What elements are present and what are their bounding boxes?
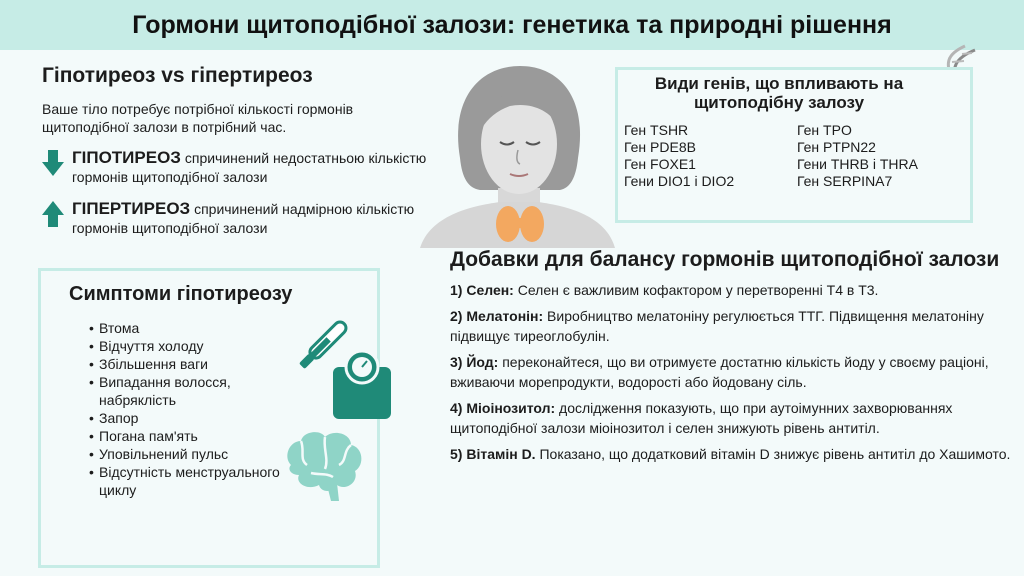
hyperthyroidism-term: ГІПЕРТИРЕОЗ [72,199,191,218]
gene-item: Ген FOXE1 [624,156,696,172]
page-title: Гормони щитоподібної залози: генетика та природні рішення [132,10,892,39]
hypo-hyper-heading: Гіпотиреоз vs гіпертиреоз [42,64,313,87]
supplement-name: 1) Селен: [450,282,514,298]
gene-item: Ген PDE8B [624,139,696,155]
supplement-text: переконайтеся, що ви отримуєте достатню кількість йоду у своєму раціоні, вживаючи морепродукти, водорості або йодовану сіль. [450,354,989,390]
supplement-item [450,444,1020,464]
hyperthyroidism-row [42,199,442,238]
hypo-hyper-section [42,64,442,250]
gene-item: Гени DIO1 і DIO2 [624,173,735,189]
supplement-text: Показано, що додатковий вітамін D знижує рівень антитіл до Хашимото. [535,446,1011,462]
gene-item: Ген TSHR [624,122,689,138]
genes-col-right [797,122,970,190]
woman-thyroid-illustration [420,58,615,248]
symptoms-list [89,319,299,499]
gene-item: Ген TPO [797,122,852,138]
gene-item: Ген PTPN22 [797,139,876,155]
supplement-text: дослідження показують, що при аутоімунних захворюваннях щитоподібної залози міоінозитол і селен знижують рівень антитіл. [450,400,953,436]
supplements-heading: Добавки для балансу гормонів щитоподібної залози [450,248,1000,271]
supplements-section [450,248,1020,470]
genes-col-left [624,122,797,190]
supplement-item [450,352,1020,392]
supplement-text: Виробництво мелатоніну регулюється ТТГ. Підвищення мелатоніну підвищує тиреоглобулін. [450,308,984,344]
arrow-down-icon [42,150,64,176]
symptom-item: • Відсутність менструального циклу [89,463,299,499]
supplement-item [450,280,1020,300]
symptoms-heading: Симптоми гіпотиреозу [69,283,293,305]
hypo-hyper-intro: Ваше тіло потребує потрібної кількості гормонів щитоподібної залози в потрібний час. [42,101,354,135]
supplement-name: 4) Міоінозитол: [450,400,556,416]
symptom-item: • Запор [89,409,299,427]
hypothyroidism-term: ГІПОТИРЕОЗ [72,148,181,167]
title-banner [0,0,1024,50]
symptom-item: • Уповільнений пульс [89,445,299,463]
gene-item: Ген SERPINA7 [797,173,893,189]
symptom-item: • Збільшення ваги [89,355,299,373]
genes-heading: Види генів, що впливають на щитоподібну залозу [654,74,904,112]
supplement-name: 2) Мелатонін: [450,308,544,324]
scale-icon [331,349,393,421]
symptom-item: • Відчуття холоду [89,337,299,355]
supplement-item [450,398,1020,438]
brain-icon [281,429,365,503]
supplement-name: 3) Йод: [450,354,499,370]
symptom-item: • Випадання волосся, набряклість [89,373,299,409]
supplement-text: Селен є важливим кофактором у перетворенні Т4 в Т3. [513,282,879,298]
hypothyroidism-desc: спричинений недостатньою кількістю гормонів щитоподібної залози [72,150,427,185]
supplement-name: 5) Вітамін D. [450,446,536,462]
supplement-item [450,306,1020,346]
arrow-up-icon [42,201,64,227]
hyperthyroidism-desc: спричинений надмірною кількістю гормонів щитоподібної залози [72,201,415,236]
symptoms-box [38,268,380,568]
hypothyroidism-row [42,148,442,187]
genes-box [615,67,973,223]
gene-item: Гени THRB і THRA [797,156,918,172]
symptom-item: • Погана пам'ять [89,427,299,445]
symptom-item: • Втома [89,319,299,337]
